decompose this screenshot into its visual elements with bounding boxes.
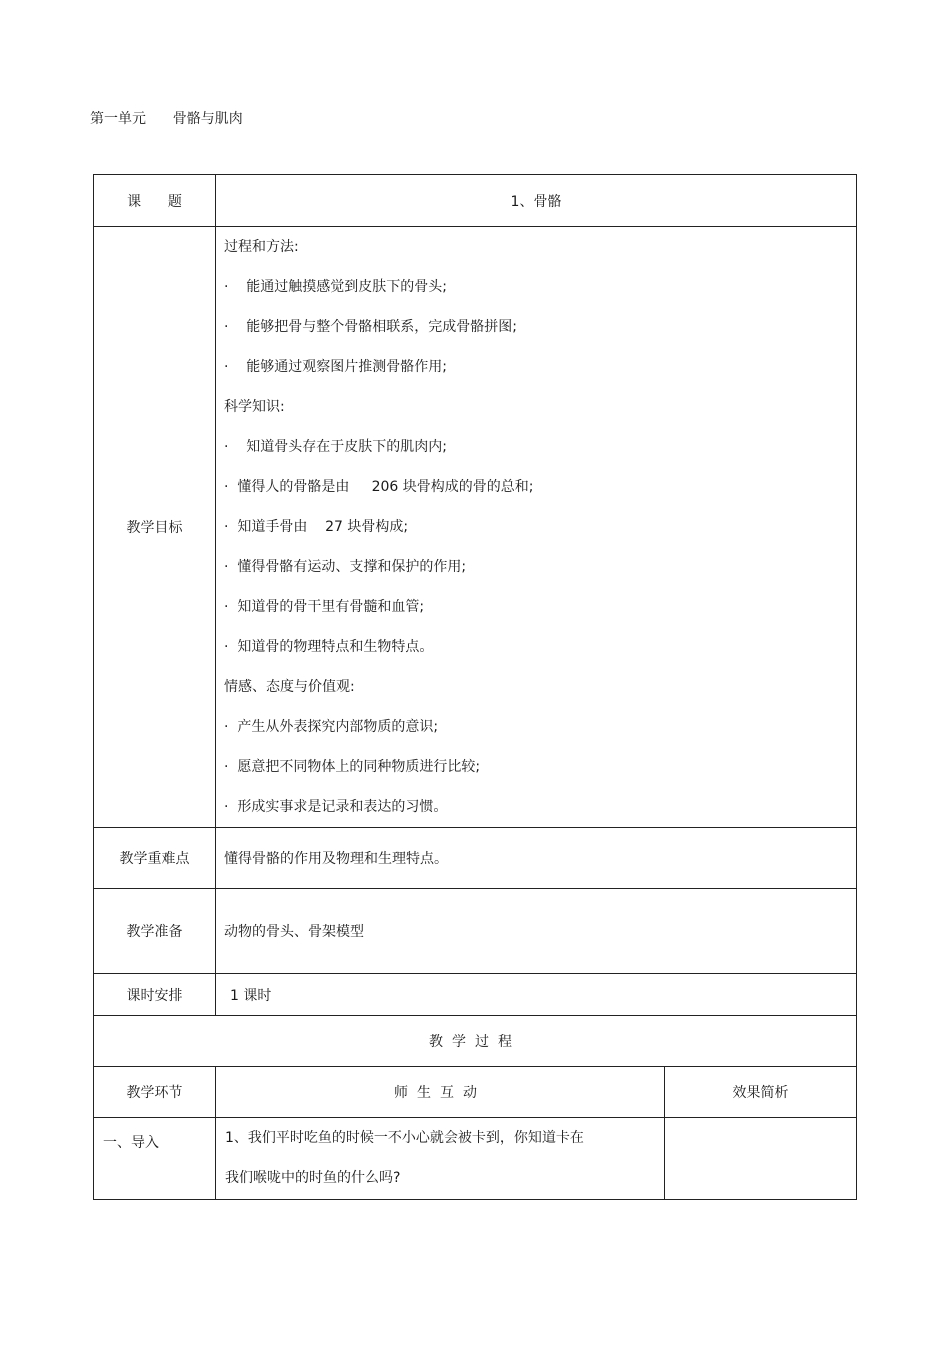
objective-line: 情感、态度与价值观: (224, 679, 355, 695)
objective-line: · 懂得骨骼有运动、支撑和保护的作用; (224, 559, 467, 575)
objectives-label: 教学目标 (94, 227, 216, 828)
col-stage-header: 教学环节 (94, 1067, 216, 1118)
intro-interaction (216, 1118, 665, 1200)
schedule-value: 1 课时 (216, 974, 857, 1016)
process-header-row (94, 1016, 857, 1067)
lesson-plan-table (93, 174, 857, 1200)
process-header: 教学过程 (94, 1016, 857, 1067)
objectives-cell (216, 227, 857, 828)
intro-analysis (665, 1118, 857, 1200)
objective-line: · 能够把骨与整个骨骼相联系，完成骨骼拼图; (224, 319, 517, 335)
preparation-row (94, 889, 857, 974)
objective-line: · 能够通过观察图片推测骨骼作用; (224, 359, 447, 375)
col-analysis-header: 效果简析 (665, 1067, 857, 1118)
objective-line: · 知道骨头存在于皮肤下的肌肉内; (224, 439, 447, 455)
intro-line: 我们喉咙中的时鱼的什么吗? (225, 1170, 401, 1186)
objective-line: 过程和方法: (224, 239, 299, 255)
preparation-label: 教学准备 (94, 889, 216, 974)
unit-title: 第一单元 骨骼与肌肉 (90, 111, 243, 127)
objective-line: · 知道骨的骨干里有骨髓和血管; (224, 599, 425, 615)
objective-line: 科学知识: (224, 399, 285, 415)
objective-line: · 知道手骨由 27 块骨构成; (224, 519, 409, 535)
schedule-row (94, 974, 857, 1016)
objective-line: · 能通过触摸感觉到皮肤下的骨头; (224, 279, 447, 295)
topic-row (94, 175, 857, 227)
col-interaction-header: 师生互动 (216, 1067, 665, 1118)
key-points-label: 教学重难点 (94, 828, 216, 889)
intro-row (94, 1118, 857, 1200)
objective-line: · 懂得人的骨骼是由 206 块骨构成的骨的总和; (224, 479, 534, 495)
column-header-row (94, 1067, 857, 1118)
preparation-value: 动物的骨头、骨架模型 (216, 889, 857, 974)
objective-line: · 形成实事求是记录和表达的习惯。 (224, 799, 448, 815)
intro-stage: 一、导入 (94, 1118, 216, 1200)
objectives-row (94, 227, 857, 828)
key-points-row (94, 828, 857, 889)
schedule-label: 课时安排 (94, 974, 216, 1016)
objective-line: · 知道骨的物理特点和生物特点。 (224, 639, 434, 655)
key-points-value: 懂得骨骼的作用及物理和生理特点。 (216, 828, 857, 889)
objective-line: · 产生从外表探究内部物质的意识; (224, 719, 439, 735)
objective-line: · 愿意把不同物体上的同种物质进行比较; (224, 759, 481, 775)
topic-label: 课 题 (94, 175, 216, 227)
intro-line: 1、我们平时吃鱼的时候一不小心就会被卡到，你知道卡在 (225, 1130, 584, 1146)
topic-value: 1、骨骼 (216, 175, 857, 227)
